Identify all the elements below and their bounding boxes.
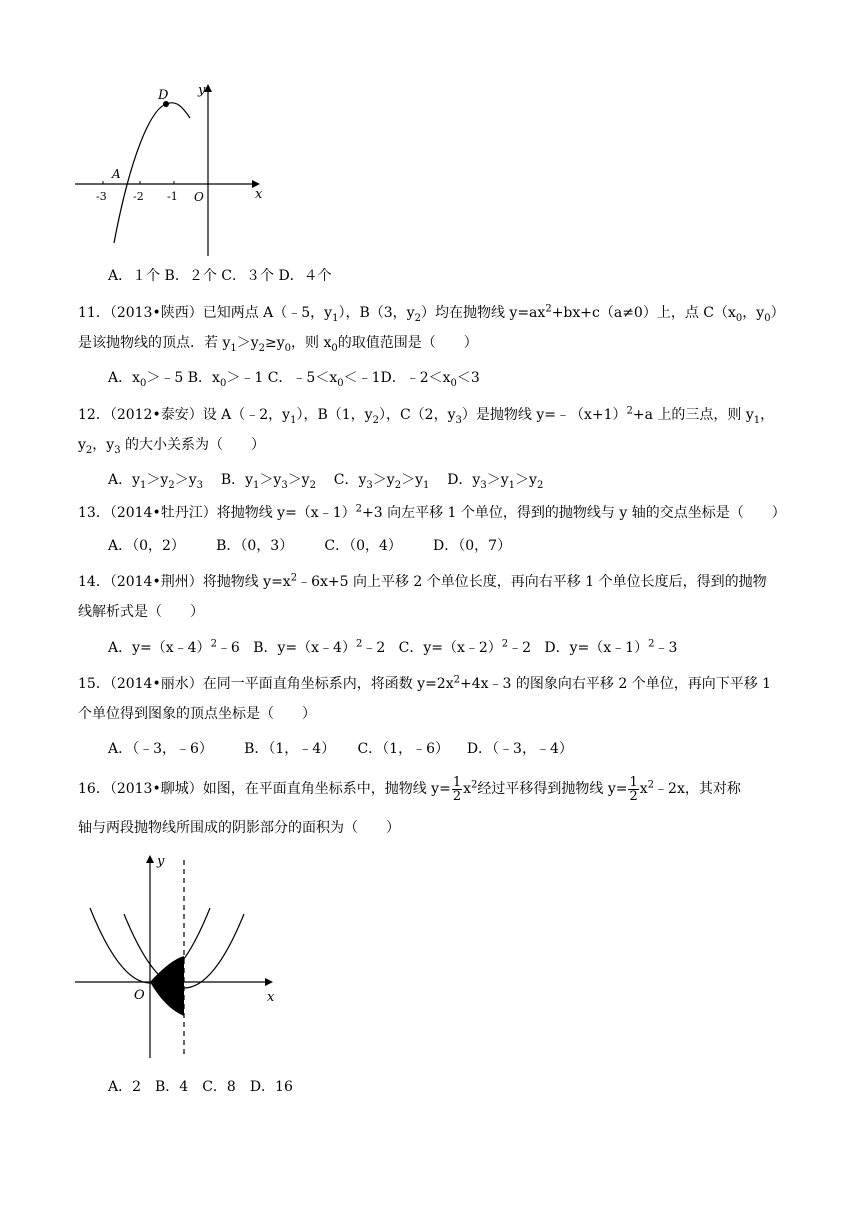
q12-option-a: A．$y_1>y_2>y_3$: [108, 472, 203, 491]
q12-option-d: D．$y_3>y_1>y_2$: [447, 472, 544, 491]
q13-option-b: B．（0，3）: [216, 538, 294, 554]
q12-t5: +a 上的三点，则 y: [632, 407, 754, 423]
q11-source: （2013•陕西）: [109, 305, 203, 321]
q12-t3: ），C（2，y: [378, 407, 456, 423]
q14-text2: ﹣6x+5 向上平移 2 个单位长度，再向右平移 1 个单位长度后，得到的抛物: [297, 574, 767, 590]
figure-two-parabolas-shaded: [70, 848, 290, 1063]
q12-option-c: C．$y_3>y_2>y_1$: [333, 472, 430, 491]
q12-number: 12．: [78, 407, 110, 423]
q11-l2b: ＞y: [236, 335, 259, 351]
q16-number: 16．: [78, 781, 110, 797]
q15-line2: 个单位得到图象的顶点坐标是（ ）: [78, 706, 316, 722]
figure-parabola-vertex-d: [70, 78, 270, 260]
label-o: O: [134, 988, 145, 1003]
q16-source: （2013•聊城）: [109, 781, 203, 797]
q12-l2c: 的大小关系为（ ）: [120, 437, 266, 453]
q11-t3: ）均在抛物线 y=ax: [420, 305, 546, 321]
q16-end: ，其对称: [684, 781, 741, 797]
tick-label-neg2: -2: [133, 190, 144, 203]
q11-t2: ），B（3，y: [338, 305, 415, 321]
q15-option-a: A．（﹣3，﹣6）: [108, 741, 213, 757]
q11-options: [108, 368, 480, 388]
q12-option-b: B．$y_1>y_3>y_2$: [220, 472, 316, 491]
label-y: y: [157, 854, 165, 869]
q14-option-c: C．y=（x﹣2）$^2$﹣2: [398, 638, 532, 656]
q11-option-d: D．$﹣2<x_0<3$: [380, 370, 480, 389]
x-axis-arrow: [265, 978, 273, 986]
q14-source: （2014•荆州）: [109, 574, 203, 590]
q14-option-b: B．y=（x﹣4）$^2$﹣2: [253, 638, 386, 656]
q10-options: A．１个 B．２个 C．３个 D．４个: [108, 268, 332, 284]
q13-options: [108, 536, 511, 556]
q11-t4: +bx+c（a≠0）上，点 C（x: [551, 305, 736, 321]
q11-t6: ）: [770, 305, 785, 321]
q12-t2: ），B（1，y: [296, 407, 373, 423]
label-o: O: [194, 190, 204, 204]
q13-text: 将抛物线 y=（x﹣1）: [216, 505, 356, 521]
y-axis-arrow: [146, 855, 154, 863]
label-d: D: [158, 88, 169, 103]
q12-options: [108, 470, 543, 490]
q14-number: 14．: [78, 574, 110, 590]
q12-line1: 12．（2012•泰安）设 A（﹣2，$y_1$），B（1，$y_2$），C（2，$y_3$）是抛物线 $y=﹣(x+1)^2+a$ 上的三点，则 $y_1$，: [78, 405, 775, 426]
q15-option-b: B．（1，﹣4）: [244, 741, 336, 757]
q12-source: （2012•泰安）: [109, 407, 203, 423]
q15-number: 15．: [78, 676, 110, 692]
parabola-curve: [114, 103, 190, 243]
q11-l2a: 是该抛物线的顶点．若 y: [78, 335, 231, 351]
q15-text2: +4x﹣3 的图象向右平移 2 个单位，再向下平移 1: [460, 676, 772, 692]
q11-line1: 11．（2013•陕西）已知两点 A（﹣5，$y_1$），B（3，$y_2$）均在抛物线 $y=ax^2+bx+c(a\ne 0)$上，点 $C(x_0$，$y_0$）: [78, 303, 785, 324]
q15-option-c: C．（1，﹣6）: [357, 741, 449, 757]
q13-option-a: A．（0，2）: [108, 538, 185, 554]
q15-option-d: D．（﹣3，﹣4）: [466, 741, 573, 757]
q16-line2: 轴与两段抛物线所围成的阴影部分的面积为（ ）: [78, 820, 400, 836]
label-y: y: [198, 83, 206, 98]
q14-line1: 14．（2014•荆州）将抛物线 $y=x^2﹣6x+5$ 向上平移 2 个单位长度，再向右平移 1 个单位长度后，得到的抛物: [78, 572, 767, 590]
q16-x: x: [463, 781, 471, 797]
q13-option-d: D．（0，7）: [433, 538, 512, 554]
q15-line1: 15．（2014•丽水）在同一平面直角坐标系内，将函数 $y=2x^2+4x﹣3$ 的图象向右平移 2 个单位，再向下平移 1: [78, 674, 772, 692]
q16-mid: 经过平移得到抛物线 y=: [477, 781, 628, 797]
q12-t4: ）是抛物线 y=﹣（x+1）: [461, 407, 627, 423]
q14-option-a: A．y=（x﹣4）$^2$﹣6: [108, 638, 240, 656]
label-x: x: [267, 990, 275, 1005]
q15-source: （2014•丽水）: [109, 676, 203, 692]
q13-option-c: C．（0，4）: [324, 538, 402, 554]
q16-minus2x: ﹣2x: [654, 781, 685, 797]
q13-number: 13．: [78, 505, 110, 521]
q14-text: 将抛物线 y=x: [202, 574, 291, 590]
q12-t1: 设 A（﹣2，y: [202, 407, 291, 423]
q11-l2c: ≥y: [265, 335, 285, 351]
q16-options: A．2 B．4 C．8 D．16: [108, 1079, 293, 1095]
q11-line2: 是该抛物线的顶点．若 $y_1>y_2\ge y_0$，则 $x_0$的取值范围是（ ）: [78, 335, 478, 354]
q13-source: （2014•牡丹江）: [109, 505, 217, 521]
q11-l2e: 的取值范围是（ ）: [337, 335, 478, 351]
q15-text: 在同一平面直角坐标系内，将函数 y=2x: [202, 676, 454, 692]
q16-fraction-2: $\frac{1}{2}$: [629, 774, 638, 804]
q12-line2: $y_2$，$y_3$ 的大小关系为（ ）: [78, 437, 266, 456]
q14-option-d: D．y=（x﹣1）$^2$﹣3: [544, 638, 678, 656]
q16-text: 如图，在平面直角坐标系中，抛物线 y=: [202, 781, 451, 797]
q11-t5: ，y: [742, 305, 765, 321]
q16-line1: 16．（2013•聊城）如图，在平面直角坐标系中，抛物线 y= $\frac{1}{2}$ $x^2$经过平移得到抛物线 y= $\frac{1}{2}$ $x^2﹣2x$，其对称: [78, 774, 741, 804]
q13-text2: +3 向左平移 1 个单位，得到的抛物线与 y 轴的交点坐标是（ ）: [362, 505, 786, 521]
q11-option-c: C．$﹣5<x_0<﹣1$: [267, 370, 381, 389]
label-a: A: [112, 167, 121, 181]
q14-line2: 线解析式是（ ）: [78, 604, 204, 620]
q11-l2d: ，则 x: [291, 335, 332, 351]
q13-line1: 13．（2014•牡丹江）将抛物线 y=（x﹣1）$^2$+3 向左平移 1 个单位，得到的抛物线与 y 轴的交点坐标是（ ）: [78, 503, 786, 521]
q11-option-b: B．$x_0>﹣1$: [187, 370, 264, 389]
q15-options: [108, 739, 573, 759]
label-x: x: [255, 187, 263, 202]
q12-l2b: ，y: [92, 437, 115, 453]
tick-label-neg3: -3: [96, 190, 107, 203]
q16-x-b: x: [639, 781, 648, 797]
q11-t1: 已知两点 A（﹣5，y: [202, 305, 333, 321]
q16-fraction-1: $\frac{1}{2}$: [452, 774, 462, 804]
q12-t6: ，: [760, 407, 775, 423]
q12-l2a: y: [78, 437, 86, 453]
q11-option-a: A．$x_0>﹣5$: [108, 370, 184, 389]
q14-options: [108, 638, 677, 658]
q11-number: 11．: [78, 305, 110, 321]
tick-label-neg1: -1: [167, 190, 178, 203]
